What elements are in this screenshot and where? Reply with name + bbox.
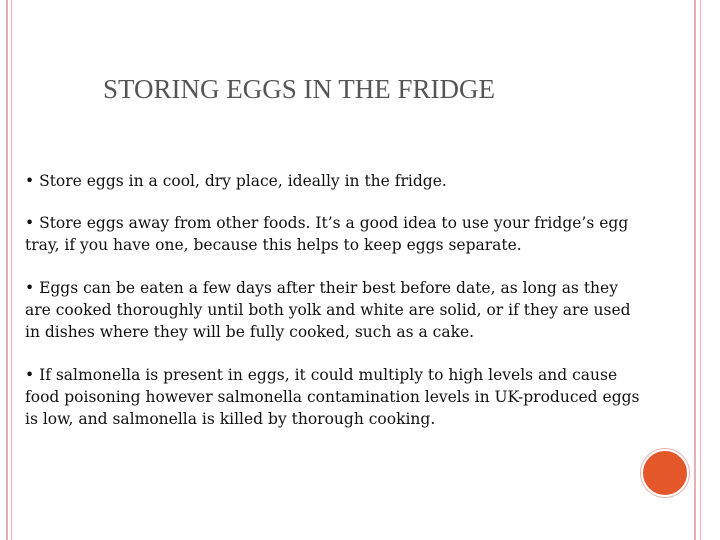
right-border-line-outer xyxy=(700,0,701,540)
bullet-item: • Store eggs away from other foods. It’s a good idea to use your fridge’s egg tray, if you have one, because this helps to keep eggs separate. xyxy=(25,214,629,254)
slide-title: STORING EGGS IN THE FRIDGE xyxy=(103,74,496,104)
decorative-circle xyxy=(641,449,689,497)
slide-body xyxy=(25,170,645,451)
bullet-item: • Store eggs in a cool, dry place, ideally in the fridge. xyxy=(25,172,447,190)
left-border-line-outer xyxy=(6,0,8,540)
bullet-item: • Eggs can be eaten a few days after their best before date, as long as they are cooked thoroughly until both yolk and white are solid, or if they are used in dishes where they will be fully cooked, such as a cake. xyxy=(25,279,631,341)
right-border-line-inner xyxy=(694,0,696,540)
bullet-item: • If salmonella is present in eggs, it could multiply to high levels and cause food poisoning however salmonella contamination levels in UK-produced eggs is low, and salmonella is killed by thorough cooking. xyxy=(25,366,640,428)
left-border-line-inner xyxy=(11,0,12,540)
